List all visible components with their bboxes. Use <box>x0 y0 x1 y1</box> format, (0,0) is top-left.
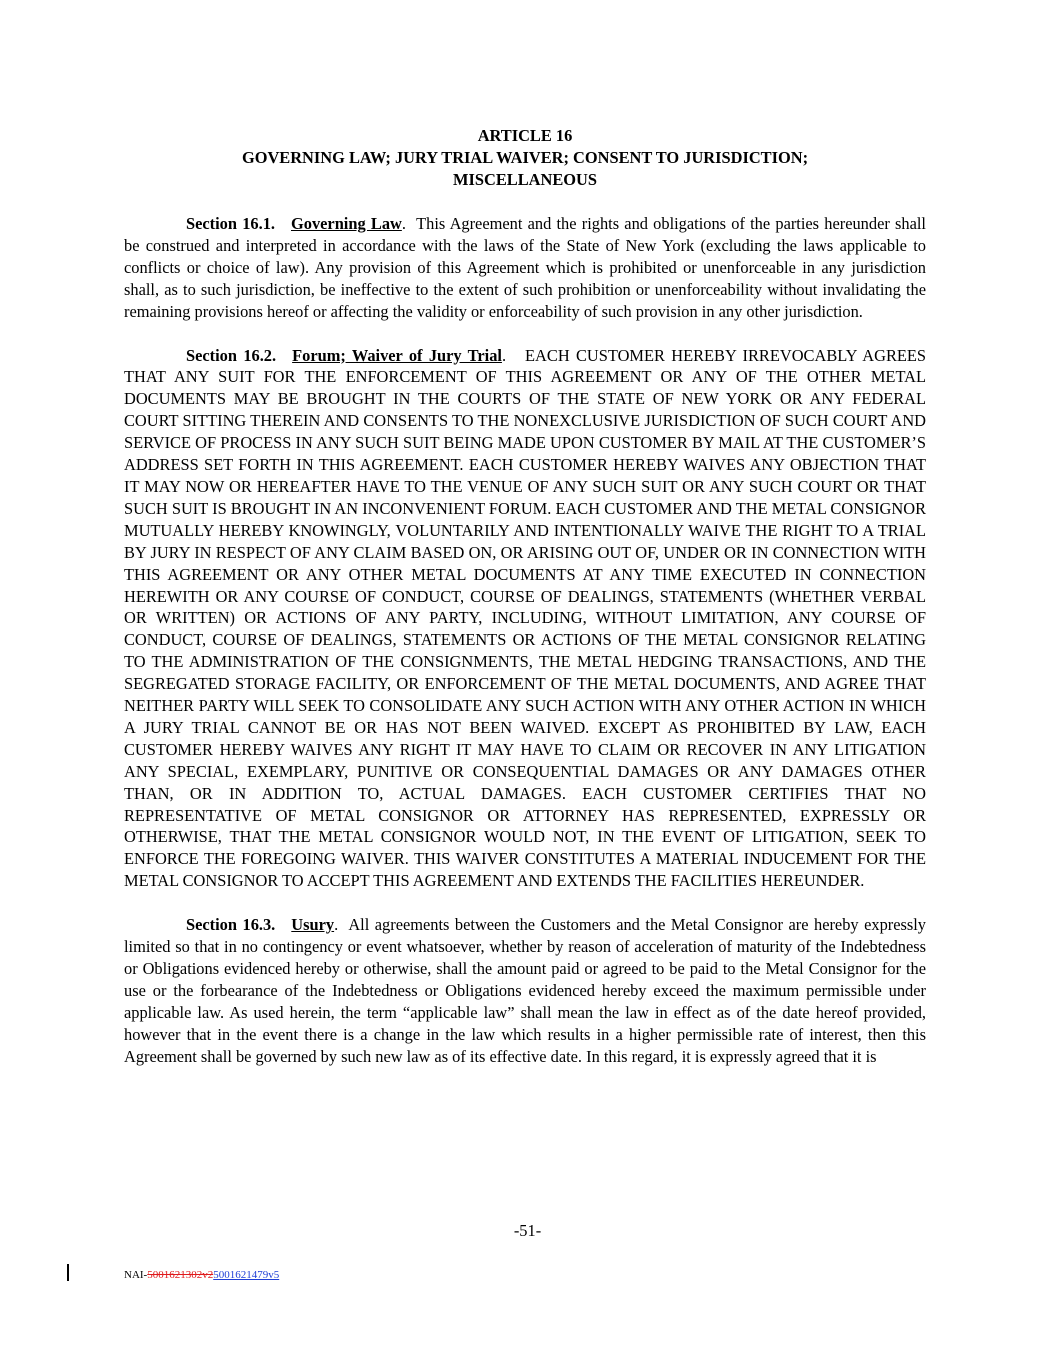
footer-inserted-id: 5001621479v5 <box>213 1269 280 1281</box>
section-16-1-paragraph: Section 16.1. Governing Law. This Agreement and the rights and obligations of the parties hereunder shall be construed and interpreted in accordance with the laws of the State of New York (excluding the laws applicable to conflicts or choice of law). Any provision of this Agreement which is prohibited or unenforceable in any jurisdiction shall, as to such jurisdiction, be ineffective to the extent of such prohibition or unenforceability without invalidating the remaining provisions hereof or affecting the validity or enforceability of such provision in any other jurisdiction. <box>124 214 926 321</box>
section-number: Section 16.3. <box>186 915 276 935</box>
section-title: Forum; Waiver of Jury Trial <box>292 345 502 365</box>
section-title: Usury <box>291 915 335 935</box>
footer-prefix: NAI- <box>124 1269 148 1281</box>
footer-deleted-id: 5001621302v2 <box>147 1269 214 1281</box>
section-number: Section 16.2. <box>186 345 277 365</box>
section-body: EACH CUSTOMER HEREBY IRREVOCABLY AGREES THAT ANY SUIT FOR THE ENFORCEMENT OF THIS AGREEMENT OR ANY OF THE OTHER METAL DOCUMENTS MAY BE BROUGHT IN THE COURTS OF THE STATE OF NEW YORK OR ANY FEDERAL COURT SITTING THEREIN AND CONSENTS TO THE NONEXCLUSIVE JURISDICTION OF SUCH COURT AND SERVICE OF PROCESS IN ANY SUCH SUIT BEING MADE UPON CUSTOMER BY MAIL AT THE CUSTOMER’S ADDRESS SET FORTH IN THIS AGREEMENT. EACH CUSTOMER HEREBY WAIVES ANY OBJECTION THAT IT MAY NOW OR HEREAFTER HAVE TO THE VENUE OF ANY SUCH SUIT OR ANY SUCH COURT OR THAT SUCH SUIT IS BROUGHT IN AN INCONVENIENT FORUM. EACH CUSTOMER AND THE METAL CONSIGNOR MUTUALLY HEREBY KNOWINGLY, VOLUNTARILY AND INTENTIONALLY WAIVE THE RIGHT TO A TRIAL BY JURY IN RESPECT OF ANY CLAIM BASED ON, OR ARISING OUT OF, UNDER OR IN CONNECTION WITH THIS AGREEMENT OR ANY OTHER METAL DOCUMENTS AT ANY TIME EXECUTED IN CONNECTION HEREWITH OR ANY COURSE OF CONDUCT, COURSE OF DEALINGS, STATEMENTS (WHETHER VERBAL OR WRITTEN) OR ACTIONS OF ANY PARTY, INCLUDING, WITHOUT LIMITATION, ANY COURSE OF CONDUCT, COURSE OF DEALINGS, STATEMENTS OR ACTIONS OF THE METAL CONSIGNOR RELATING TO THE ADMINISTRATION OF THE CONSIGNMENTS, THE METAL HEDGING TRANSACTIONS, AND THE SEGREGATED STORAGE FACILITY, OR ENFORCEMENT OF THE METAL DOCUMENTS, AND AGREE THAT NEITHER PARTY WILL SEEK TO CONSOLIDATE ANY SUCH ACTION WITH ANY OTHER ACTION IN WHICH A JURY TRIAL CANNOT BE OR HAS NOT BEEN WAIVED. EXCEPT AS PROHIBITED BY LAW, EACH CUSTOMER HEREBY WAIVES ANY RIGHT IT MAY HAVE TO CLAIM OR RECOVER IN ANY LITIGATION ANY SPECIAL, EXEMPLARY, PUNITIVE OR CONSEQUENTIAL DAMAGES OR ANY DAMAGES OTHER THAN, OR IN ADDITION TO, ACTUAL DAMAGES. EACH CUSTOMER CERTIFIES THAT NO REPRESENTATIVE OF METAL CONSIGNOR OR ATTORNEY HAS REPRESENTED, EXPRESSLY OR OTHERWISE, THAT THE METAL CONSIGNOR WOULD NOT, IN THE EVENT OF LITIGATION, SEEK TO ENFORCE THE FOREGOING WAIVER. THIS WAIVER CONSTITUTES A MATERIAL INDUCEMENT FOR THE METAL CONSIGNOR TO ACCEPT THIS AGREEMENT AND EXTENDS THE FACILITIES HEREUNDER. <box>124 345 927 891</box>
article-number: ARTICLE 16 <box>477 126 573 145</box>
section-title: Governing Law <box>291 214 402 233</box>
section-number: Section 16.1. <box>186 214 275 233</box>
document-id-footer <box>124 1268 279 1282</box>
article-heading <box>124 125 926 191</box>
section-16-3-paragraph: Section 16.3. Usury. All agreements between the Customers and the Metal Consignor are hereby expressly limited so that in no contingency or event whatsoever, whether by reason of acceleration of maturity of the Indebtedness or Obligations evidenced hereby or otherwise, shall the amount paid or agreed to be paid to the Metal Consignor for the use or the forbearance of the Indebtedness or Obligations evidenced hereby exceed the maximum permissible under applicable law. As used herein, the term “applicable law” shall mean the law in effect as of the date hereof provided, however that in the event there is a change in the law which results in a higher permissible rate of interest, then this Agreement shall be governed by such new law as of its effective date. In this regard, it is expressly agreed that it is <box>124 915 927 1066</box>
section-body: This Agreement and the rights and obligations of the parties hereunder shall be construed and interpreted in accordance with the laws of the State of New York (excluding the laws applicable to conflicts or choice of law). Any provision of this Agreement which is prohibited or unenforceable in any jurisdiction shall, as to such jurisdiction, be ineffective to the extent of such prohibition or unenforceability without invalidating the remaining provisions hereof or affecting the validity or enforceability of such provision in any other jurisdiction. <box>124 214 926 321</box>
article-title-line-2: MISCELLANEOUS <box>453 170 597 189</box>
section-16-2-paragraph: Section 16.2. Forum; Waiver of Jury Trial. EACH CUSTOMER HEREBY IRREVOCABLY AGREES THAT ANY SUIT FOR THE ENFORCEMENT OF THIS AGREEMENT OR ANY OF THE OTHER METAL DOCUMENTS MAY BE BROUGHT IN THE COURTS OF THE STATE OF NEW YORK OR ANY FEDERAL COURT SITTING THEREIN AND CONSENTS TO THE NONEXCLUSIVE JURISDICTION OF SUCH COURT AND SERVICE OF PROCESS IN ANY SUCH SUIT BEING MADE UPON CUSTOMER BY MAIL AT THE CUSTOMER’S ADDRESS SET FORTH IN THIS AGREEMENT. EACH CUSTOMER HEREBY WAIVES ANY OBJECTION THAT IT MAY NOW OR HEREAFTER HAVE TO THE VENUE OF ANY SUCH SUIT OR ANY SUCH COURT OR THAT SUCH SUIT IS BROUGHT IN AN INCONVENIENT FORUM. EACH CUSTOMER AND THE METAL CONSIGNOR MUTUALLY HEREBY KNOWINGLY, VOLUNTARILY AND INTENTIONALLY WAIVE THE RIGHT TO A TRIAL BY JURY IN RESPECT OF ANY CLAIM BASED ON, OR ARISING OUT OF, UNDER OR IN CONNECTION WITH THIS AGREEMENT OR ANY OTHER METAL DOCUMENTS AT ANY TIME EXECUTED IN CONNECTION HEREWITH OR ANY COURSE OF CONDUCT, COURSE OF DEALINGS, STATEMENTS (WHETHER VERBAL OR WRITTEN) OR ACTIONS OF ANY PARTY, INCLUDING, WITHOUT LIMITATION, ANY COURSE OF CONDUCT, COURSE OF DEALINGS, STATEMENTS OR ACTIONS OF THE METAL CONSIGNOR RELATING TO THE ADMINISTRATION OF THE CONSIGNMENTS, THE METAL HEDGING TRANSACTIONS, AND THE SEGREGATED STORAGE FACILITY, OR ENFORCEMENT OF THE METAL DOCUMENTS, AND AGREE THAT NEITHER PARTY WILL SEEK TO CONSOLIDATE ANY SUCH ACTION WITH ANY OTHER ACTION IN WHICH A JURY TRIAL CANNOT BE OR HAS NOT BEEN WAIVED. EXCEPT AS PROHIBITED BY LAW, EACH CUSTOMER HEREBY WAIVES ANY RIGHT IT MAY HAVE TO CLAIM OR RECOVER IN ANY LITIGATION ANY SPECIAL, EXEMPLARY, PUNITIVE OR CONSEQUENTIAL DAMAGES OR ANY DAMAGES OTHER THAN, OR IN ADDITION TO, ACTUAL DAMAGES. EACH CUSTOMER CERTIFIES THAT NO REPRESENTATIVE OF METAL CONSIGNOR OR ATTORNEY HAS REPRESENTED, EXPRESSLY OR OTHERWISE, THAT THE METAL CONSIGNOR WOULD NOT, IN THE EVENT OF LITIGATION, SEEK TO ENFORCE THE FOREGOING WAIVER. THIS WAIVER CONSTITUTES A MATERIAL INDUCEMENT FOR THE METAL CONSIGNOR TO ACCEPT THIS AGREEMENT AND EXTENDS THE FACILITIES HEREUNDER. <box>124 345 927 891</box>
change-bar <box>67 1264 69 1281</box>
page-number: -51- <box>513 1221 542 1240</box>
section-body: All agreements between the Customers and the Metal Consignor are hereby expressly limited so that in no contingency or event whatsoever, whether by reason of acceleration of maturity of the Indebtedness or Obligations evidenced hereby or otherwise, shall the amount paid or agreed to be paid to the Metal Consignor for the use or the forbearance of the Indebtedness or Obligations evidenced hereby exceed the maximum permissible under applicable law. As used herein, the term “applicable law” shall mean the law in effect as of the date hereof provided, however that in the event there is a change in the law which results in a higher permissible rate of interest, then this Agreement shall be governed by such new law as of its effective date. In this regard, it is expressly agreed that it is <box>124 915 927 1066</box>
document-page <box>124 125 926 1090</box>
article-title-line-1: GOVERNING LAW; JURY TRIAL WAIVER; CONSENT TO JURISDICTION; <box>241 148 809 167</box>
